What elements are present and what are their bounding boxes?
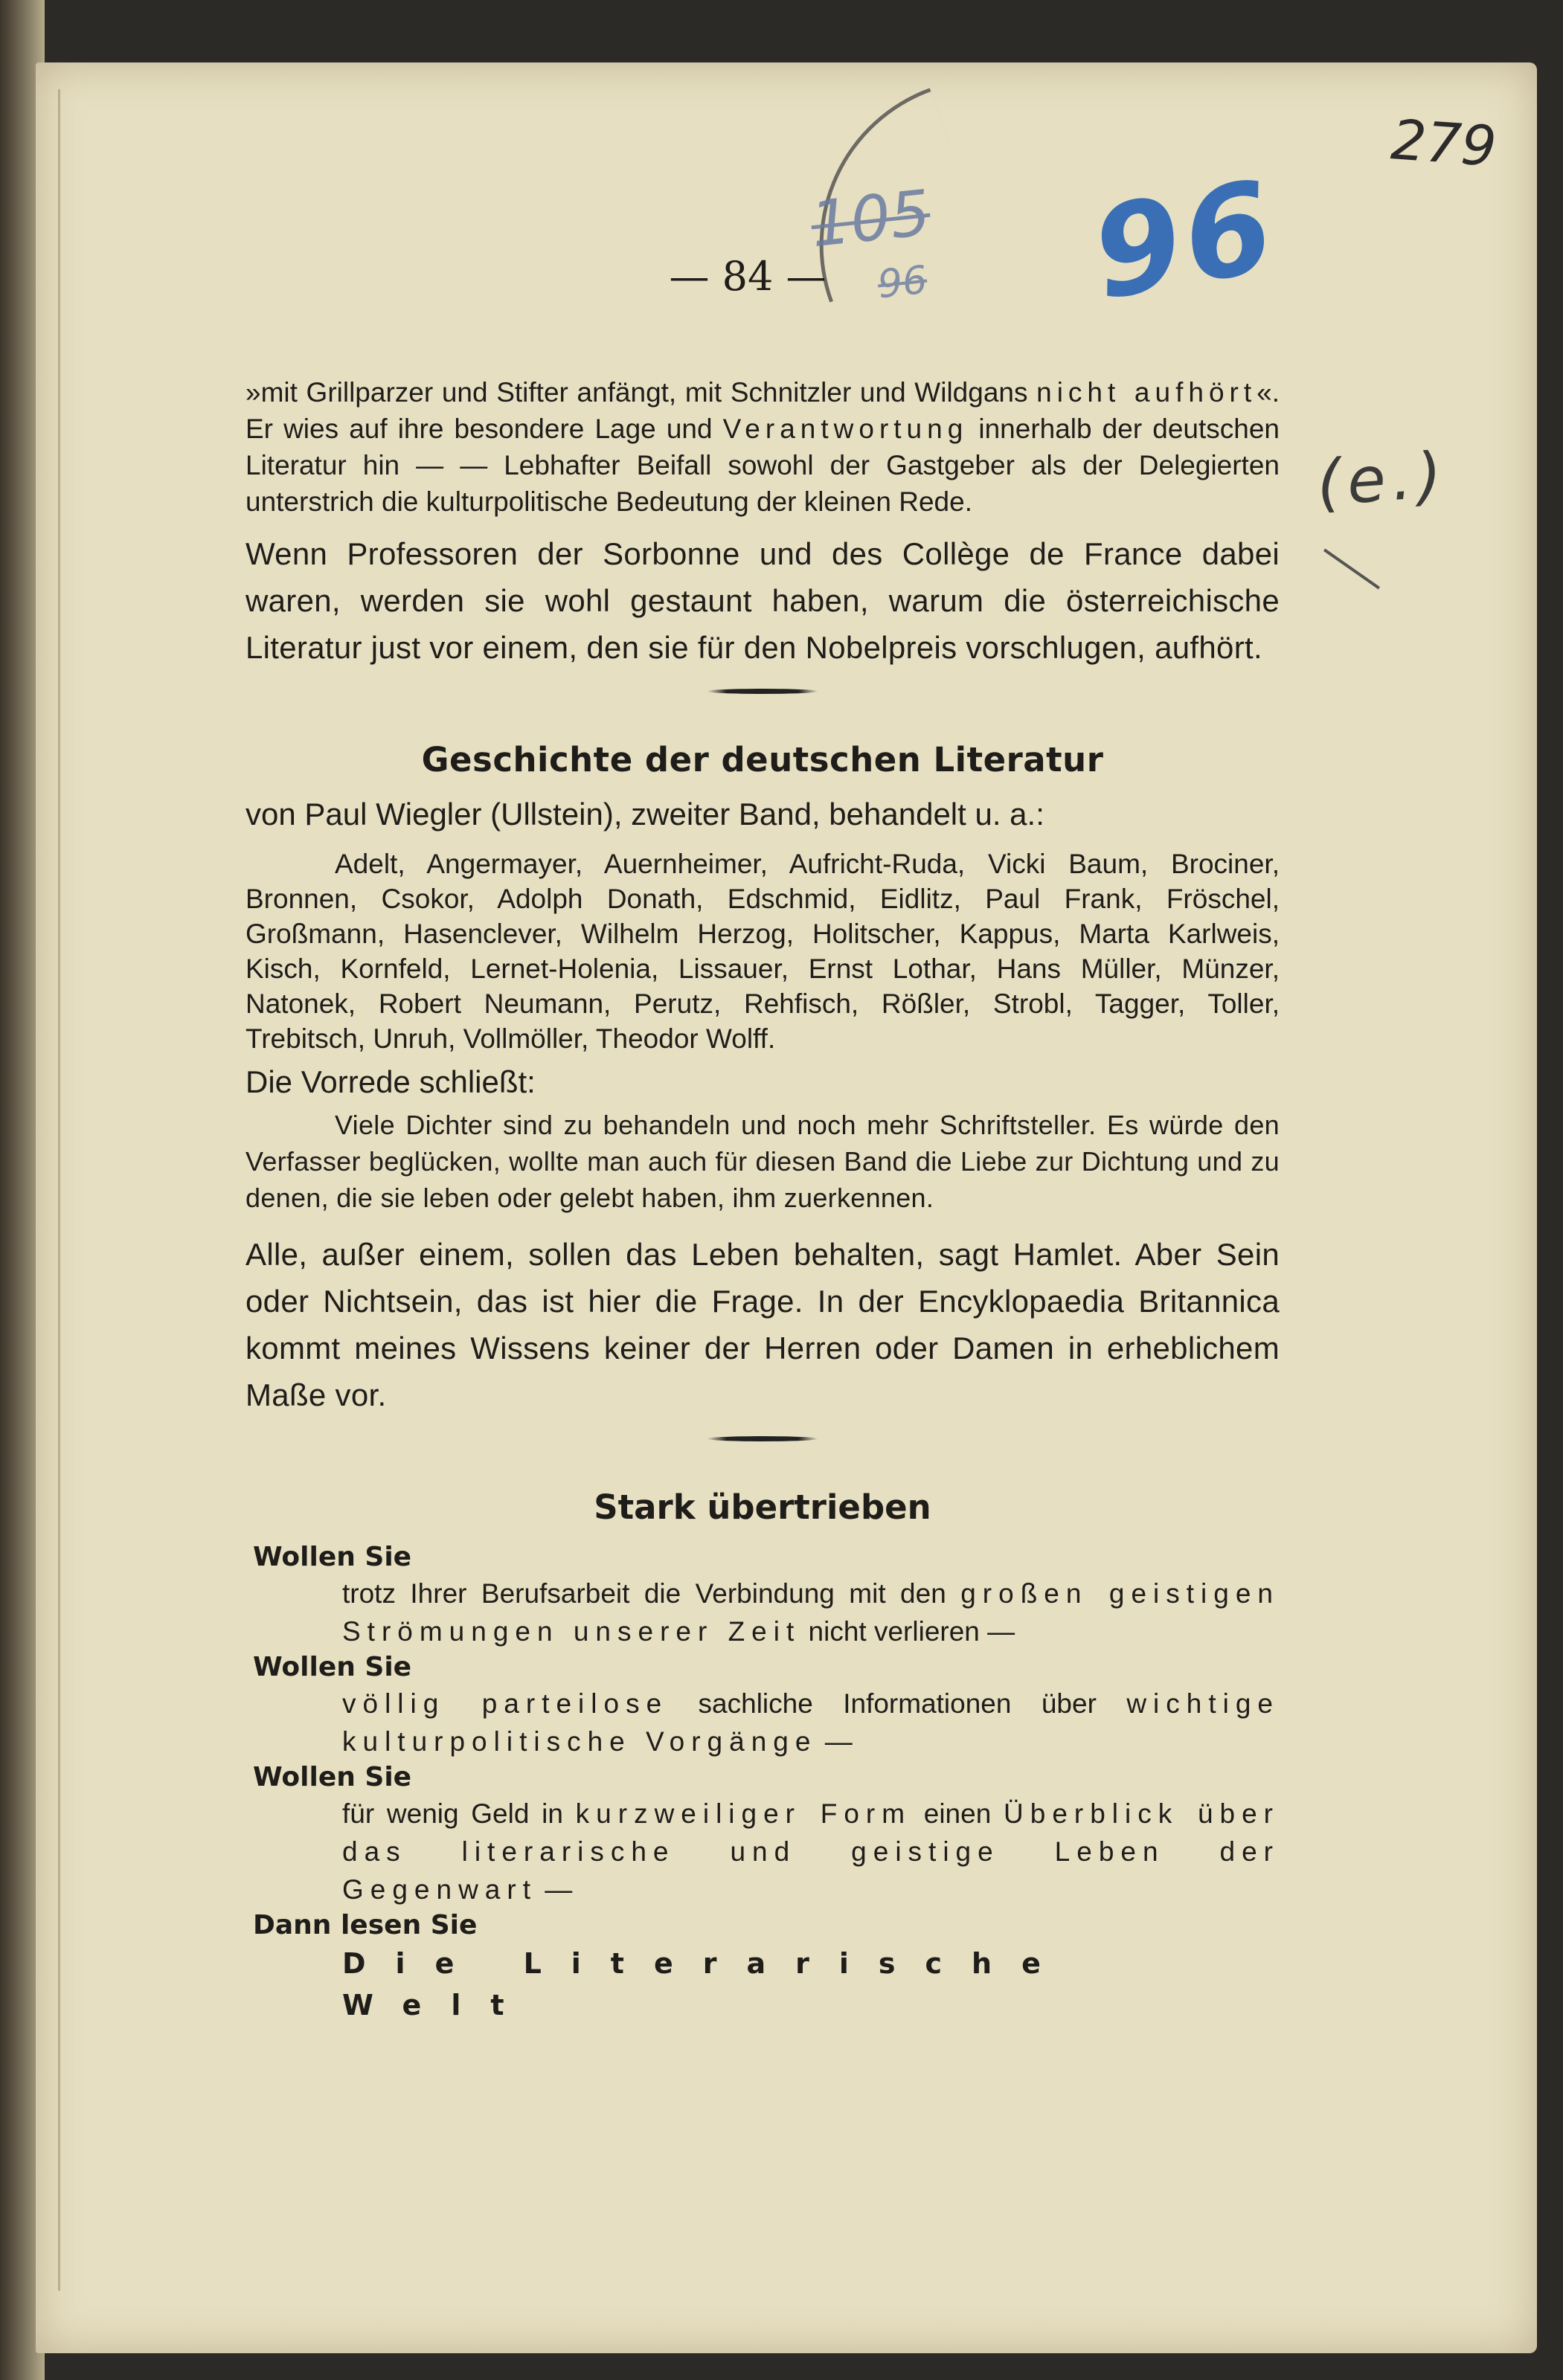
blue-pencil-number: 96 bbox=[1082, 152, 1288, 328]
crossed-out-number-small: 96 bbox=[876, 257, 930, 308]
page-content bbox=[245, 253, 1280, 2026]
ad-line: völlig parteilose sachliche Informationen über wichtige kulturpolitische Vorgänge — bbox=[342, 1688, 1280, 1757]
ad-heading: Wollen Sie bbox=[253, 1652, 412, 1682]
quoted-speech: »mit Grillparzer und Stifter anfängt, mit Schnitzler und Wildgans nicht aufhört«. Er wies auf ihre besondere Lage und Verantwortung innerhalb der deutschen Literatur hin — — Lebhafter Beifall sowohl der Gastgeber als der Delegierten unterstrich die kulturpolitische Bedeutung der kleinen Rede. bbox=[245, 377, 1280, 517]
section-divider bbox=[707, 689, 818, 694]
ad-heading: Wollen Sie bbox=[253, 1542, 412, 1572]
handwritten-folio-number: 279 bbox=[1389, 108, 1499, 179]
commentary-paragraph: Wenn Professoren der Sorbonne und des Collège de France dabei waren, werden sie wohl gestaunt haben, warum die österreichische Literatur just vor einem, den sie für den Nobelpreis vorschlugen, aufhört. bbox=[245, 536, 1280, 665]
author-list: Adelt, Angermayer, Auernheimer, Aufricht-Ruda, Vicki Baum, Brociner, Bronnen, Csokor, Adolph Donath, Edschmid, Eidlitz, Paul Frank, Fröschel, Großmann, Hasenclever, Wilhelm Herzog, Holitscher, Kappus, Marta Karlweis, Kisch, Kornfeld, Lernet-Holenia, Lissauer, Ernst Lothar, Hans Müller, Münzer, Natonek, Robert Neumann, Perutz, Rehfisch, Rößler, Strobl, Tagger, Toller, Trebitsch, Unruh, Vollmöller, Theodor Wolff. bbox=[245, 849, 1280, 1054]
magazine-name: Die Literarische Welt bbox=[342, 1947, 1071, 2022]
page-gutter-line bbox=[58, 89, 60, 2291]
preface-label: Die Vorrede schließt: bbox=[245, 1064, 536, 1099]
ad-heading: Dann lesen Sie bbox=[253, 1910, 478, 1940]
preface-quote: Viele Dichter sind zu behandeln und noch mehr Schriftsteller. Es würde den Verfasser beglücken, wollte man auch für diesen Band die Liebe zur Dichtung und zu denen, die sie leben oder gelebt haben, ihm zuerkennen. bbox=[245, 1110, 1280, 1213]
section-title: Geschichte der deutschen Literatur bbox=[421, 740, 1104, 779]
section-divider bbox=[707, 1436, 818, 1441]
advertisement-title: Stark übertrieben bbox=[594, 1488, 931, 1527]
ad-heading: Wollen Sie bbox=[253, 1762, 412, 1792]
ad-line: trotz Ihrer Berufsarbeit die Verbindung mit den großen geistigen Strömungen unserer Zeit nicht verlieren — bbox=[342, 1578, 1280, 1647]
page-number: — 84 — bbox=[669, 253, 827, 300]
crossed-out-number: 105 bbox=[807, 176, 934, 262]
section-subtitle: von Paul Wiegler (Ullstein), zweiter Band, behandelt u. a.: bbox=[245, 797, 1044, 832]
margin-note: (e.) bbox=[1314, 437, 1451, 521]
commentary-paragraph: Alle, außer einem, sollen das Leben behalten, sagt Hamlet. Aber Sein oder Nichtsein, das ist hier die Frage. In der Encyklopaedia Britannica kommt meines Wissens keiner der Herren oder Damen in erheblichem Maße vor. bbox=[245, 1237, 1280, 1412]
ad-line: für wenig Geld in kurzweiliger Form einen Überblick über das literarische und geistige Leben der Gegenwart — bbox=[342, 1798, 1280, 1905]
